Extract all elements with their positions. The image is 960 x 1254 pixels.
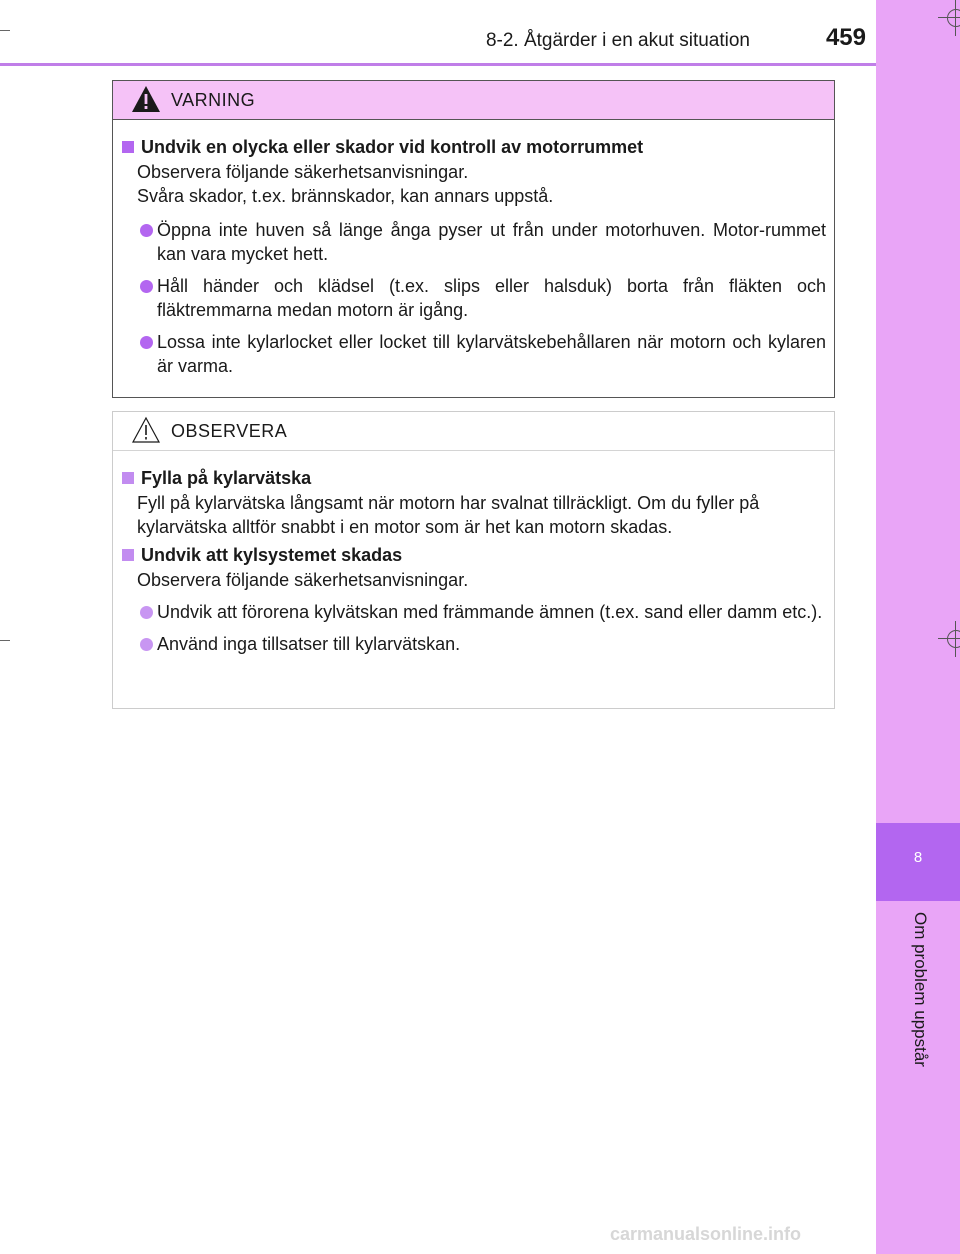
chapter-number-tab: 8 — [876, 823, 960, 901]
warning-box-header — [113, 81, 834, 120]
notice-section-title: Undvik att kylsystemet skadas — [121, 543, 826, 567]
notice-bullet — [121, 632, 826, 656]
chapter-title-vertical: Om problem uppstår — [911, 912, 930, 1067]
registration-mark-top — [944, 6, 960, 30]
warning-intro-line: Svåra skador, t.ex. brännskador, kan annars uppstå. — [137, 186, 554, 206]
warning-bullet-text: Lossa inte kylarlocket eller locket till kylarvätskebehållaren när motorn och kylaren är varma. — [157, 332, 826, 376]
bullet-dot-icon — [140, 224, 153, 237]
warning-bullet — [121, 218, 826, 266]
warning-bullet — [121, 330, 826, 378]
warning-triangle-outline-icon — [131, 415, 161, 445]
registration-mark-middle — [944, 627, 960, 651]
notice-box-header — [113, 412, 834, 451]
warning-triangle-icon — [131, 84, 161, 114]
bullet-dot-icon — [140, 280, 153, 293]
trim-mark — [0, 640, 10, 641]
notice-box — [112, 411, 835, 709]
page-number: 459 — [825, 24, 866, 51]
header-rule — [0, 63, 876, 66]
watermark: carmanualsonline.info — [610, 1224, 802, 1244]
bullet-dot-icon — [140, 606, 153, 619]
warning-bullet-text: Håll händer och klädsel (t.ex. slips eller halsduk) borta från fläkten och fläktremmarna medan motorn är igång. — [157, 276, 826, 320]
warning-intro-line: Observera följande säkerhetsanvisningar. — [137, 162, 469, 182]
warning-bullet-text: Öppna inte huven så länge ånga pyser ut från under motorhuven. Motor-rummet kan vara mycket hett. — [157, 220, 826, 264]
warning-box-title: VARNING — [171, 90, 256, 110]
warning-bullet — [121, 274, 826, 322]
bullet-dot-icon — [140, 638, 153, 651]
notice-bullet-text: Undvik att förorena kylvätskan med främmande ämnen (t.ex. sand eller damm etc.). — [157, 602, 823, 622]
warning-box — [112, 80, 835, 398]
warning-section-title: Undvik en olycka eller skador vid kontroll av motorrummet — [121, 135, 826, 159]
notice-box-title: OBSERVERA — [171, 421, 288, 441]
notice-section-text: Fyll på kylarvätska långsamt när motorn har svalnat tillräckligt. Om du fyller på kylarvätska alltför snabbt i en motor som är het kan motorn skadas. — [137, 493, 760, 537]
notice-section-text: Observera följande säkerhetsanvisningar. — [137, 570, 469, 590]
notice-bullet-text: Använd inga tillsatser till kylarvätskan. — [157, 634, 461, 654]
section-title: 8-2. Åtgärder i en akut situation — [485, 30, 750, 51]
notice-section-title: Fylla på kylarvätska — [121, 466, 826, 490]
notice-bullet — [121, 600, 826, 624]
bullet-dot-icon — [140, 336, 153, 349]
trim-mark — [0, 30, 10, 31]
